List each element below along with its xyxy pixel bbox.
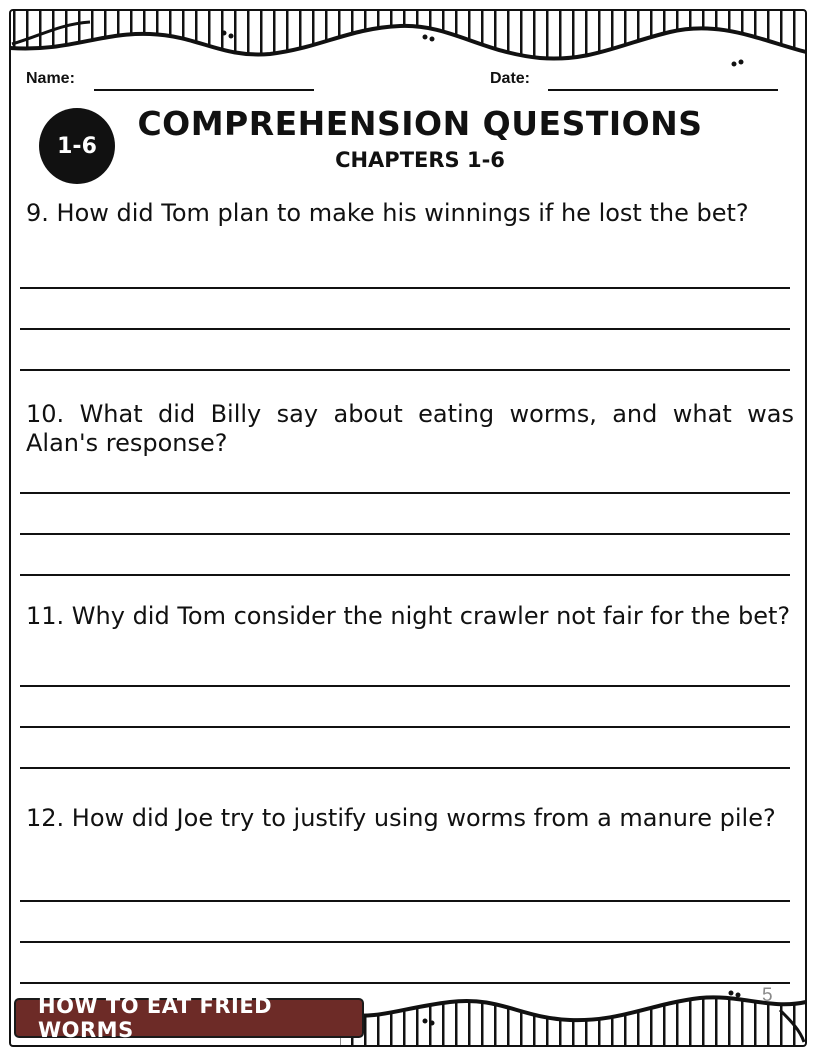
answer-line-q10-2[interactable] <box>20 533 790 535</box>
chapter-badge <box>39 108 115 184</box>
answer-line-q9-2[interactable] <box>20 328 790 330</box>
question-11: 11. Why did Tom consider the night crawler not fair for the bet? <box>26 602 791 630</box>
answer-line-q11-1[interactable] <box>20 685 790 687</box>
name-label: Name: <box>26 70 75 87</box>
book-title: HOW TO EAT FRIED WORMS <box>38 994 273 1042</box>
page-subtitle: CHAPTERS 1-6 <box>335 148 505 172</box>
answer-line-q9-3[interactable] <box>20 369 790 371</box>
question-12: 12. How did Joe try to justify using worms from a manure pile? <box>26 804 776 832</box>
date-field[interactable] <box>548 89 778 91</box>
question-9: 9. How did Tom plan to make his winnings if he lost the bet? <box>26 199 749 227</box>
top-striped-wave-border <box>0 0 816 80</box>
name-field[interactable] <box>94 89 314 91</box>
book-title-banner <box>14 994 364 1042</box>
answer-line-q12-2[interactable] <box>20 941 790 943</box>
answer-line-q11-2[interactable] <box>20 726 790 728</box>
answer-line-q11-3[interactable] <box>20 767 790 769</box>
answer-line-q9-1[interactable] <box>20 287 790 289</box>
date-label: Date: <box>490 70 531 87</box>
answer-line-q12-1[interactable] <box>20 900 790 902</box>
answer-line-q10-3[interactable] <box>20 574 790 576</box>
page-number: 5 <box>762 985 773 1006</box>
question-10: 10. What did Billy say about eating worms, and what was Alan's response? <box>26 400 794 457</box>
chapter-badge-text: 1-6 <box>57 133 97 159</box>
answer-line-q10-1[interactable] <box>20 492 790 494</box>
page-title: COMPREHENSION QUESTIONS <box>137 104 703 143</box>
